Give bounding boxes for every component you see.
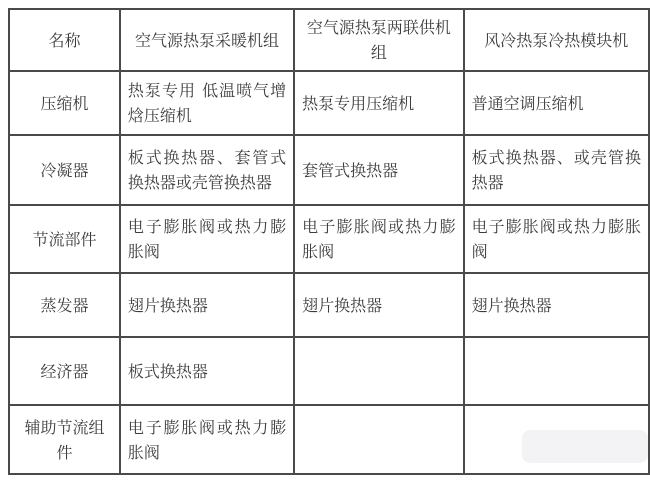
cell: 套管式换热器 (294, 135, 463, 205)
header-row (9, 9, 649, 71)
col-header-module-unit: 风冷热泵冷热模块机 (464, 9, 649, 71)
row-label-aux-throttling: 辅助节流组件 (9, 405, 120, 474)
spec-table (8, 8, 650, 475)
cell: 电子膨胀阀或热力膨胀阀 (294, 205, 463, 273)
cell: 热泵专用 低温喷气增焓压缩机 (120, 71, 294, 135)
cell: 板式换热器、套管式换热器或壳管换热器 (120, 135, 294, 205)
cell (294, 337, 463, 405)
table-row (9, 337, 649, 405)
cell (464, 337, 649, 405)
row-label-condenser: 冷凝器 (9, 135, 120, 205)
row-label-compressor: 压缩机 (9, 71, 120, 135)
table-row (9, 135, 649, 205)
table-row (9, 71, 649, 135)
cell: 电子膨胀阀或热力膨胀阀 (120, 205, 294, 273)
row-label-evaporator: 蒸发器 (9, 273, 120, 337)
cell: 热泵专用压缩机 (294, 71, 463, 135)
cell: 普通空调压缩机 (464, 71, 649, 135)
cell (294, 405, 463, 474)
col-header-heating-unit: 空气源热泵采暖机组 (120, 9, 294, 71)
cell: 板式换热器 (120, 337, 294, 405)
cell: 翅片换热器 (294, 273, 463, 337)
row-label-economizer: 经济器 (9, 337, 120, 405)
cell: 电子膨胀阀或热力膨胀阀 (464, 205, 649, 273)
cell: 板式换热器、或壳管换热器 (464, 135, 649, 205)
watermark-blob (522, 430, 648, 463)
table-row (9, 273, 649, 337)
col-header-dual-supply-unit: 空气源热泵两联供机组 (294, 9, 463, 71)
row-label-throttling-parts: 节流部件 (9, 205, 120, 273)
cell: 翅片换热器 (464, 273, 649, 337)
table-row (9, 205, 649, 273)
cell: 电子膨胀阀或热力膨胀阀 (120, 405, 294, 474)
col-header-name: 名称 (9, 9, 120, 71)
cell: 翅片换热器 (120, 273, 294, 337)
